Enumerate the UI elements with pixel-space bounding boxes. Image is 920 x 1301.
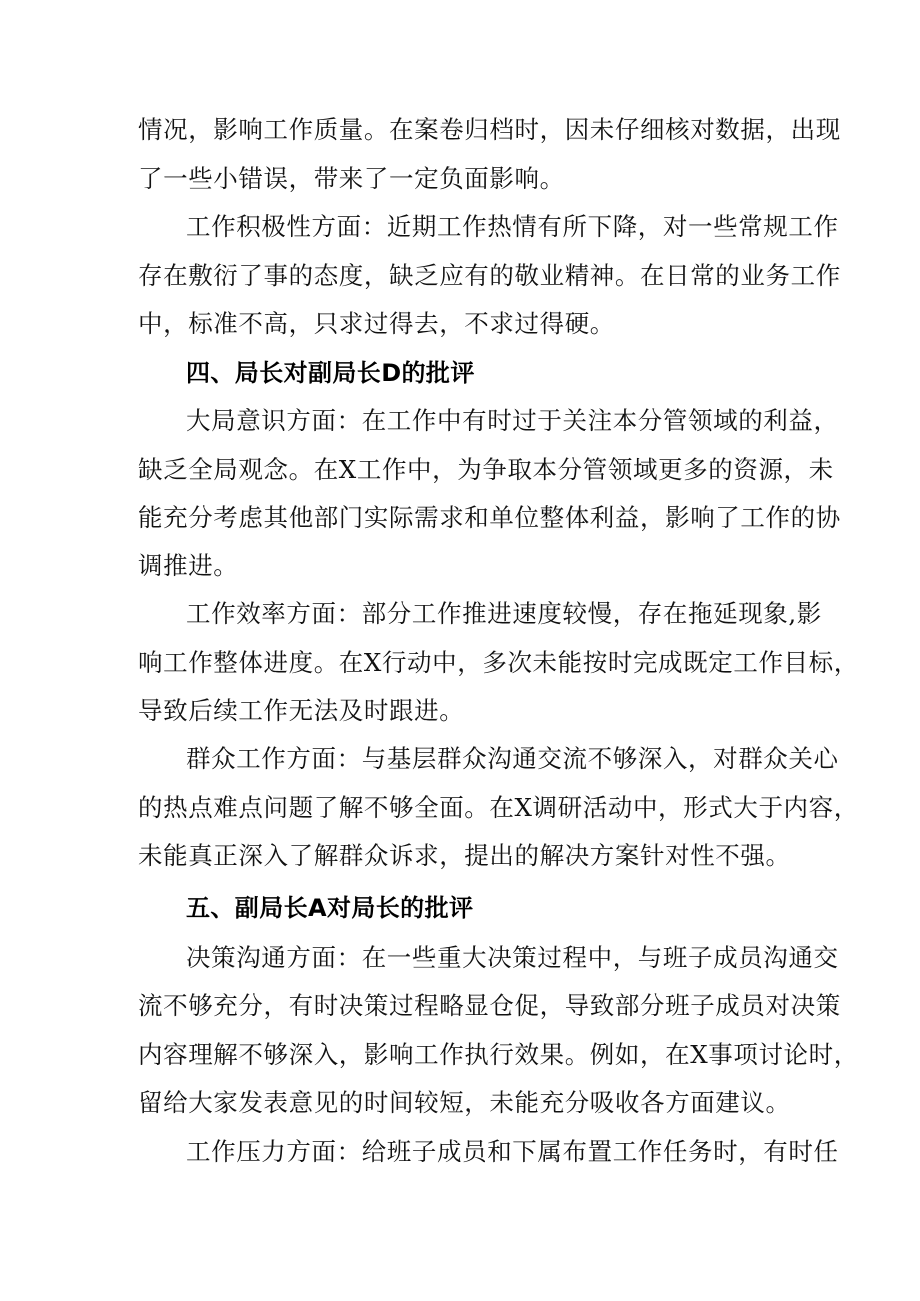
paragraph-line: 流不够充分，有时决策过程略显仓促，导致部分班子成员对决策: [138, 991, 841, 1020]
paragraph-line: 能充分考虑其他部门实际需求和单位整体利益，影响了工作的协: [138, 503, 841, 532]
paragraph-line: 了一些小错误，带来了一定负面影响。: [138, 164, 565, 193]
paragraph-line: 工作效率方面：部分工作推进速度较慢，存在拖延现象,影: [186, 599, 822, 628]
paragraph-line: 情况，影响工作质量。在案卷归档时，因未仔细核对数据，出现: [138, 115, 841, 144]
paragraph-line: 工作积极性方面：近期工作热情有所下降，对一些常规工作: [186, 212, 839, 241]
paragraph-line: 缺乏全局观念。在X工作中，为争取本分管领域更多的资源，未: [138, 455, 834, 484]
paragraph-line: 内容理解不够深入，影响工作执行效果。例如，在X事项讨论时，: [138, 1040, 859, 1069]
paragraph-line: 群众工作方面：与基层群众沟通交流不够深入，对群众关心: [186, 744, 839, 773]
paragraph-line: 的热点难点问题了解不够全面。在X调研活动中，形式大于内容，: [138, 793, 859, 822]
paragraph-line: 存在敷衍了事的态度，缺乏应有的敬业精神。在日常的业务工作: [138, 261, 841, 290]
paragraph-line: 中，标准不高，只求过得去，不求过得硬。: [138, 309, 615, 338]
section-heading: 四、局长对副局长D的批评: [186, 359, 475, 387]
section-heading: 五、副局长A对局长的批评: [186, 894, 474, 922]
paragraph-line: 决策沟通方面：在一些重大决策过程中，与班子成员沟通交: [186, 943, 839, 972]
paragraph-line: 未能真正深入了解群众诉求，提出的解决方案针对性不强。: [138, 841, 791, 870]
paragraph-line: 工作压力方面：给班子成员和下属布置工作任务时，有时任: [186, 1137, 839, 1166]
paragraph-line: 留给大家发表意见的时间较短，未能充分吸收各方面建议。: [138, 1088, 791, 1117]
paragraph-line: 响工作整体进度。在X行动中，多次未能按时完成既定工作目标，: [138, 648, 859, 677]
paragraph-line: 导致后续工作无法及时跟进。: [138, 696, 465, 725]
paragraph-line: 调推进。: [138, 551, 239, 580]
paragraph-line: 大局意识方面：在工作中有时过于关注本分管领域的利益，: [186, 406, 839, 435]
